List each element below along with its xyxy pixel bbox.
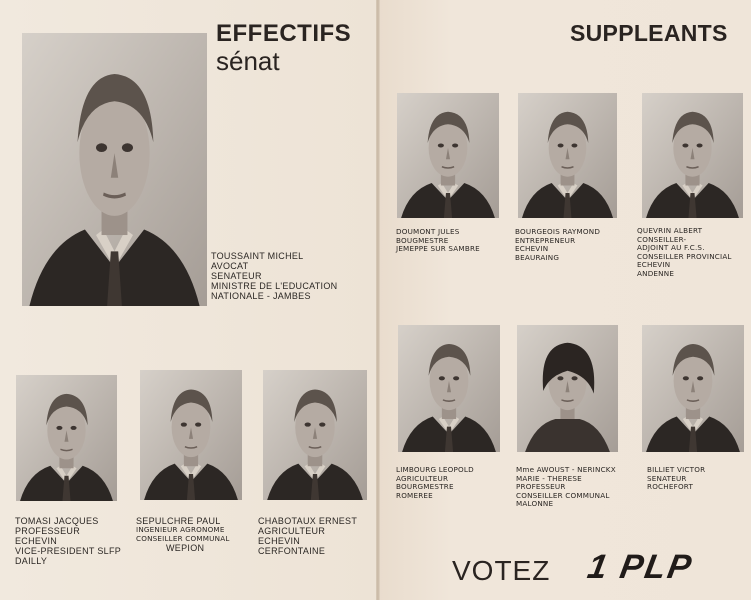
caption-sepulchre xyxy=(136,516,230,553)
portrait-tomasi xyxy=(16,375,117,501)
caption-line: CONSEILLER- xyxy=(637,234,687,244)
caption-line: Mme AWOUST - NERINCKX xyxy=(516,465,616,474)
right-panel xyxy=(378,0,751,600)
section-subtitle-senat: sénat xyxy=(216,46,280,76)
caption-line: DOUMONT JULES xyxy=(396,227,460,236)
caption-line: WEPION xyxy=(166,543,205,554)
caption-line: CONSEILLER COMMUNAL xyxy=(136,533,230,543)
caption-line: CONSEILLER COMMUNAL xyxy=(516,490,610,500)
caption-billiet xyxy=(647,466,705,492)
caption-doumont xyxy=(396,228,480,254)
caption-line: BEAURAING xyxy=(515,252,560,262)
caption-line: PROFESSEUR xyxy=(15,526,81,536)
caption-awoust xyxy=(516,466,616,509)
caption-line: VICE-PRESIDENT SLFP xyxy=(15,546,122,556)
caption-line: SENATEUR xyxy=(211,271,262,281)
caption-line: BOURGMESTRE xyxy=(396,482,454,492)
section-title-suppleants: SUPPLEANTS xyxy=(570,20,728,46)
portrait-toussaint xyxy=(22,33,207,306)
caption-line: SEPULCHRE PAUL xyxy=(136,516,221,526)
caption-line: JEMEPPE SUR SAMBRE xyxy=(396,244,480,254)
caption-line: TOMASI JACQUES xyxy=(15,516,99,526)
caption-line: ECHEVIN xyxy=(637,260,671,270)
caption-line: LIMBOURG LEOPOLD xyxy=(396,465,474,474)
caption-line: PROFESSEUR xyxy=(516,482,566,492)
caption-tomasi xyxy=(15,516,121,566)
caption-line: INGENIEUR AGRONOME xyxy=(136,525,225,534)
section-title-effectifs: EFFECTIFS xyxy=(216,20,352,47)
portrait-chabotaux xyxy=(263,370,367,500)
caption-line: NATIONALE - JAMBES xyxy=(211,291,311,301)
portrait-billiet xyxy=(642,325,744,452)
caption-line: AGRICULTEUR xyxy=(258,526,326,536)
caption-line: CHABOTAUX ERNEST xyxy=(258,516,358,526)
caption-line: MINISTRE DE L'EDUCATION xyxy=(211,281,338,291)
caption-line: BOURGEOIS RAYMOND xyxy=(515,227,601,236)
slogan-votez: VOTEZ xyxy=(452,555,551,586)
caption-line: ENTREPRENEUR xyxy=(515,235,576,245)
fold-crease xyxy=(376,0,380,600)
caption-line: ROMEREE xyxy=(396,490,433,500)
portrait-quevrin xyxy=(642,93,743,218)
caption-line: ECHEVIN xyxy=(515,244,549,254)
list-number-plp: 1 PLP xyxy=(584,548,696,586)
caption-line: MARIE - THERESE xyxy=(516,473,582,483)
caption-quevrin xyxy=(637,227,732,279)
portrait-limbourg xyxy=(398,325,500,452)
caption-line: AGRICULTEUR xyxy=(396,473,449,483)
caption-line: ECHEVIN xyxy=(15,536,58,546)
caption-line: SENATEUR xyxy=(647,473,687,483)
caption-line: ANDENNE xyxy=(637,268,675,278)
caption-line: BOUGMESTRE xyxy=(396,235,449,245)
portrait-awoust xyxy=(517,325,618,452)
caption-line: ROCHEFORT xyxy=(647,482,694,492)
caption-line: ADJOINT AU F.C.S. xyxy=(637,243,705,253)
caption-chabotaux xyxy=(258,516,357,556)
caption-toussaint xyxy=(211,251,337,301)
caption-line: QUEVRIN ALBERT xyxy=(637,226,703,235)
caption-line: ECHEVIN xyxy=(258,536,301,546)
caption-line: AVOCAT xyxy=(211,261,249,271)
caption-line: CERFONTAINE xyxy=(258,546,326,556)
caption-limbourg xyxy=(396,466,474,500)
caption-line: MALONNE xyxy=(516,499,554,509)
portrait-bourgeois xyxy=(518,93,617,218)
caption-bourgeois xyxy=(515,228,600,262)
portrait-sepulchre xyxy=(140,370,242,500)
caption-line: TOUSSAINT MICHEL xyxy=(211,251,304,261)
caption-line: DAILLY xyxy=(15,556,48,566)
portrait-doumont xyxy=(397,93,499,218)
caption-line: BILLIET VICTOR xyxy=(647,465,706,474)
caption-line: CONSEILLER PROVINCIAL xyxy=(637,251,732,261)
